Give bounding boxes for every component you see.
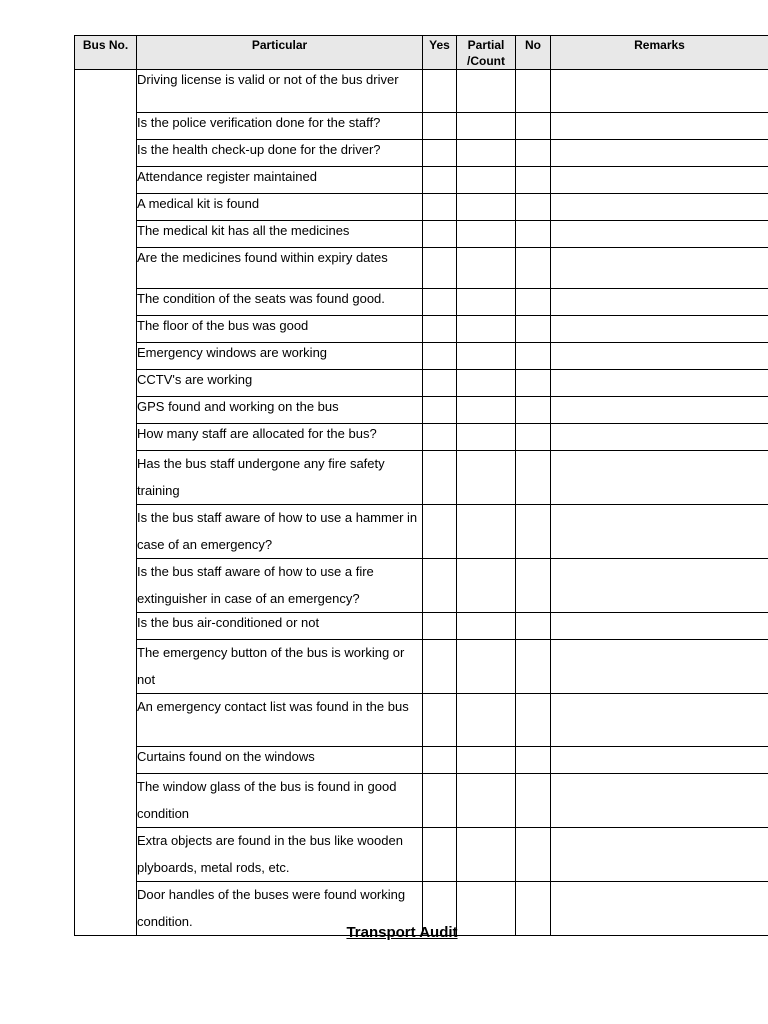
particular-cell: Attendance register maintained — [137, 167, 423, 194]
table-row — [75, 505, 768, 559]
table-row — [75, 613, 768, 640]
yes-cell[interactable] — [423, 694, 457, 747]
table-row — [75, 747, 768, 774]
table-row — [75, 221, 768, 248]
particular-cell: The medical kit has all the medicines — [137, 221, 423, 248]
no-cell[interactable] — [516, 289, 551, 316]
table-body — [75, 70, 768, 936]
partial-count-cell[interactable] — [457, 248, 516, 289]
partial-count-cell[interactable] — [457, 694, 516, 747]
partial-count-cell[interactable] — [457, 747, 516, 774]
particular-cell: Is the police verification done for the staff? — [137, 113, 423, 140]
partial-count-cell[interactable] — [457, 167, 516, 194]
header-partial-line2: /Count — [467, 54, 505, 68]
remarks-cell[interactable] — [551, 747, 768, 774]
partial-count-cell[interactable] — [457, 343, 516, 370]
table-row — [75, 694, 768, 747]
no-cell[interactable] — [516, 559, 551, 613]
remarks-cell[interactable] — [551, 343, 768, 370]
header-no: No — [516, 36, 551, 70]
particular-cell: How many staff are allocated for the bus? — [137, 424, 423, 451]
yes-cell[interactable] — [423, 397, 457, 424]
remarks-cell[interactable] — [551, 559, 768, 613]
no-cell[interactable] — [516, 194, 551, 221]
partial-count-cell[interactable] — [457, 194, 516, 221]
remarks-cell[interactable] — [551, 140, 768, 167]
table-row — [75, 194, 768, 221]
no-cell[interactable] — [516, 424, 551, 451]
partial-count-cell[interactable] — [457, 774, 516, 828]
particular-cell: Driving license is valid or not of the bus driver — [137, 70, 423, 113]
no-cell[interactable] — [516, 397, 551, 424]
no-cell[interactable] — [516, 451, 551, 505]
yes-cell[interactable] — [423, 167, 457, 194]
yes-cell[interactable] — [423, 289, 457, 316]
particular-cell: Has the bus staff undergone any fire safety training — [137, 451, 423, 505]
header-partial-line1: Partial — [467, 38, 505, 52]
yes-cell[interactable] — [423, 613, 457, 640]
yes-cell[interactable] — [423, 113, 457, 140]
partial-count-cell[interactable] — [457, 370, 516, 397]
remarks-cell[interactable] — [551, 451, 768, 505]
partial-count-cell[interactable] — [457, 397, 516, 424]
partial-count-cell[interactable] — [457, 559, 516, 613]
no-cell[interactable] — [516, 747, 551, 774]
yes-cell[interactable] — [423, 424, 457, 451]
no-cell[interactable] — [516, 316, 551, 343]
table-row — [75, 316, 768, 343]
yes-cell[interactable] — [423, 451, 457, 505]
header-particular: Particular — [137, 36, 423, 70]
partial-count-cell[interactable] — [457, 289, 516, 316]
yes-cell[interactable] — [423, 747, 457, 774]
no-cell[interactable] — [516, 640, 551, 694]
header-yes: Yes — [423, 36, 457, 70]
yes-cell[interactable] — [423, 70, 457, 113]
partial-count-cell[interactable] — [457, 451, 516, 505]
header-partial-count — [457, 36, 516, 70]
remarks-cell[interactable] — [551, 70, 768, 113]
partial-count-cell[interactable] — [457, 316, 516, 343]
table-row — [75, 343, 768, 370]
table-row — [75, 370, 768, 397]
yes-cell[interactable] — [423, 316, 457, 343]
header-bus-no: Bus No. — [75, 36, 137, 70]
partial-count-cell[interactable] — [457, 828, 516, 882]
table-row — [75, 640, 768, 694]
no-cell[interactable] — [516, 113, 551, 140]
particular-cell: Is the bus staff aware of how to use a fire extinguisher in case of an emergency? — [137, 559, 423, 613]
partial-count-cell[interactable] — [457, 221, 516, 248]
particular-cell: The condition of the seats was found good. — [137, 289, 423, 316]
remarks-cell[interactable] — [551, 694, 768, 747]
header-remarks: Remarks — [551, 36, 768, 70]
table-row — [75, 248, 768, 289]
no-cell[interactable] — [516, 370, 551, 397]
table-row — [75, 140, 768, 167]
no-cell[interactable] — [516, 774, 551, 828]
remarks-cell[interactable] — [551, 774, 768, 828]
no-cell[interactable] — [516, 248, 551, 289]
partial-count-cell[interactable] — [457, 70, 516, 113]
remarks-cell[interactable] — [551, 289, 768, 316]
partial-count-cell[interactable] — [457, 505, 516, 559]
remarks-cell[interactable] — [551, 113, 768, 140]
yes-cell[interactable] — [423, 248, 457, 289]
table-row — [75, 397, 768, 424]
table-row — [75, 70, 768, 113]
yes-cell[interactable] — [423, 343, 457, 370]
table-row — [75, 167, 768, 194]
particular-cell: Are the medicines found within expiry dates — [137, 248, 423, 289]
table-row — [75, 828, 768, 882]
partial-count-cell[interactable] — [457, 424, 516, 451]
partial-count-cell[interactable] — [457, 640, 516, 694]
table-row — [75, 289, 768, 316]
no-cell[interactable] — [516, 694, 551, 747]
remarks-cell[interactable] — [551, 221, 768, 248]
no-cell[interactable] — [516, 167, 551, 194]
particular-cell: The floor of the bus was good — [137, 316, 423, 343]
yes-cell[interactable] — [423, 140, 457, 167]
particular-cell: Is the bus staff aware of how to use a hammer in case of an emergency? — [137, 505, 423, 559]
table-row — [75, 424, 768, 451]
remarks-cell[interactable] — [551, 640, 768, 694]
bus-no-cell[interactable] — [75, 70, 137, 936]
table-header — [75, 36, 768, 70]
no-cell[interactable] — [516, 221, 551, 248]
remarks-cell[interactable] — [551, 828, 768, 882]
yes-cell[interactable] — [423, 194, 457, 221]
particular-cell: The emergency button of the bus is working or not — [137, 640, 423, 694]
particular-cell: Extra objects are found in the bus like wooden plyboards, metal rods, etc. — [137, 828, 423, 882]
remarks-cell[interactable] — [551, 505, 768, 559]
no-cell[interactable] — [516, 828, 551, 882]
yes-cell[interactable] — [423, 828, 457, 882]
remarks-cell[interactable] — [551, 248, 768, 289]
remarks-cell[interactable] — [551, 397, 768, 424]
partial-count-cell[interactable] — [457, 140, 516, 167]
remarks-cell[interactable] — [551, 194, 768, 221]
no-cell[interactable] — [516, 613, 551, 640]
particular-cell: A medical kit is found — [137, 194, 423, 221]
table-row — [75, 451, 768, 505]
yes-cell[interactable] — [423, 221, 457, 248]
no-cell[interactable] — [516, 343, 551, 370]
remarks-cell[interactable] — [551, 370, 768, 397]
yes-cell[interactable] — [423, 640, 457, 694]
yes-cell[interactable] — [423, 559, 457, 613]
particular-cell: CCTV's are working — [137, 370, 423, 397]
table-row — [75, 113, 768, 140]
audit-table — [74, 35, 768, 936]
no-cell[interactable] — [516, 140, 551, 167]
no-cell[interactable] — [516, 70, 551, 113]
remarks-cell[interactable] — [551, 167, 768, 194]
particular-cell: GPS found and working on the bus — [137, 397, 423, 424]
table-row — [75, 774, 768, 828]
particular-cell: The window glass of the bus is found in good condition — [137, 774, 423, 828]
particular-cell: Is the health check-up done for the driver? — [137, 140, 423, 167]
particular-cell: Curtains found on the windows — [137, 747, 423, 774]
partial-count-cell[interactable] — [457, 613, 516, 640]
yes-cell[interactable] — [423, 774, 457, 828]
no-cell[interactable] — [516, 505, 551, 559]
remarks-cell[interactable] — [551, 316, 768, 343]
partial-count-cell[interactable] — [457, 113, 516, 140]
particular-cell: Door handles of the buses were found working condition. — [137, 882, 423, 936]
particular-cell: Emergency windows are working — [137, 343, 423, 370]
particular-cell: Is the bus air-conditioned or not — [137, 613, 423, 640]
remarks-cell[interactable] — [551, 613, 768, 640]
yes-cell[interactable] — [423, 505, 457, 559]
yes-cell[interactable] — [423, 370, 457, 397]
table-row — [75, 559, 768, 613]
document-title: Transport Audit — [346, 924, 458, 941]
particular-cell: An emergency contact list was found in the bus — [137, 694, 423, 747]
remarks-cell[interactable] — [551, 424, 768, 451]
